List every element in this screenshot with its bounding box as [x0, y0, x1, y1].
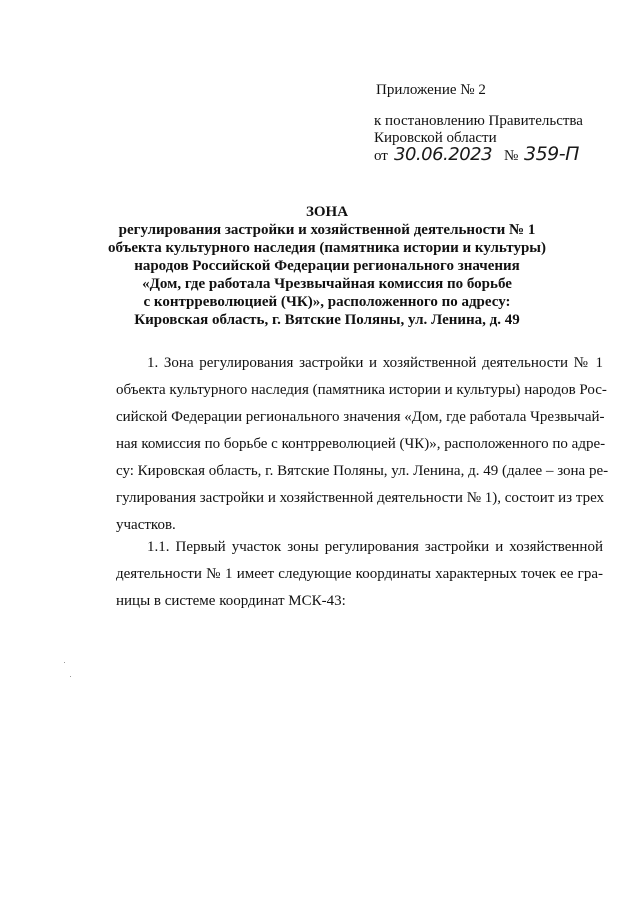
decree-signature-row — [374, 140, 624, 170]
paragraph-line: участков. — [116, 517, 176, 533]
title-line: ЗОНА — [305, 204, 349, 220]
paragraph-line: 1. Зона регулирования застройки и хозяйственной деятельности № 1 — [147, 355, 603, 371]
handwritten-decree-number: 359-П — [524, 143, 579, 165]
paragraph-1 — [116, 350, 609, 539]
paragraph-line: сийской Федерации регионального значения «Дом, где работала Чрезвычай- — [116, 409, 605, 425]
paragraph-line: су: Кировская область, г. Вятские Поляны, ул. Ленина, д. 49 (далее – зона ре- — [116, 463, 609, 479]
paragraph-line: ницы в системе координат МСК-43: — [116, 593, 346, 609]
title-line: Кировская область, г. Вятские Поляны, ул. Ленина, д. 49 — [134, 312, 520, 328]
paragraph-line: 1.1. Первый участок зоны регулирования застройки и хозяйственной — [147, 539, 603, 555]
title-line: регулирования застройки и хозяйственной деятельности № 1 — [118, 222, 536, 238]
paragraph-line: гулирования застройки и хозяйственной деятельности № 1), состоит из трех — [116, 490, 605, 506]
document-title — [0, 203, 640, 329]
date-prefix: от — [374, 148, 388, 164]
title-line: «Дом, где работала Чрезвычайная комиссия по борьбе — [142, 276, 512, 292]
title-line: народов Российской Федерации регионального значения — [134, 258, 520, 274]
paragraph-line: ная комиссия по борьбе с контрреволюцией (ЧК)», расположенного по адре- — [116, 436, 606, 452]
handwritten-date: 30.06.2023 — [394, 144, 493, 165]
paragraph-line: объекта культурного наследия (памятника истории и культуры) народов Рос- — [116, 382, 607, 398]
title-line: с контрреволюцией (ЧК)», расположенного по адресу: — [143, 294, 511, 310]
decree-line: к постановлению Правительства — [374, 113, 583, 129]
decree-line: Кировской области — [374, 130, 497, 146]
title-line: объекта культурного наследия (памятника истории и культуры) — [107, 240, 546, 256]
scan-speck — [64, 662, 65, 663]
appendix-label: Приложение № 2 — [376, 82, 486, 98]
number-prefix: № — [504, 148, 519, 164]
paragraph-1-1 — [116, 534, 603, 615]
scan-speck — [70, 676, 71, 677]
paragraph-line: деятельности № 1 имеет следующие координаты характерных точек ее гра- — [116, 566, 603, 582]
